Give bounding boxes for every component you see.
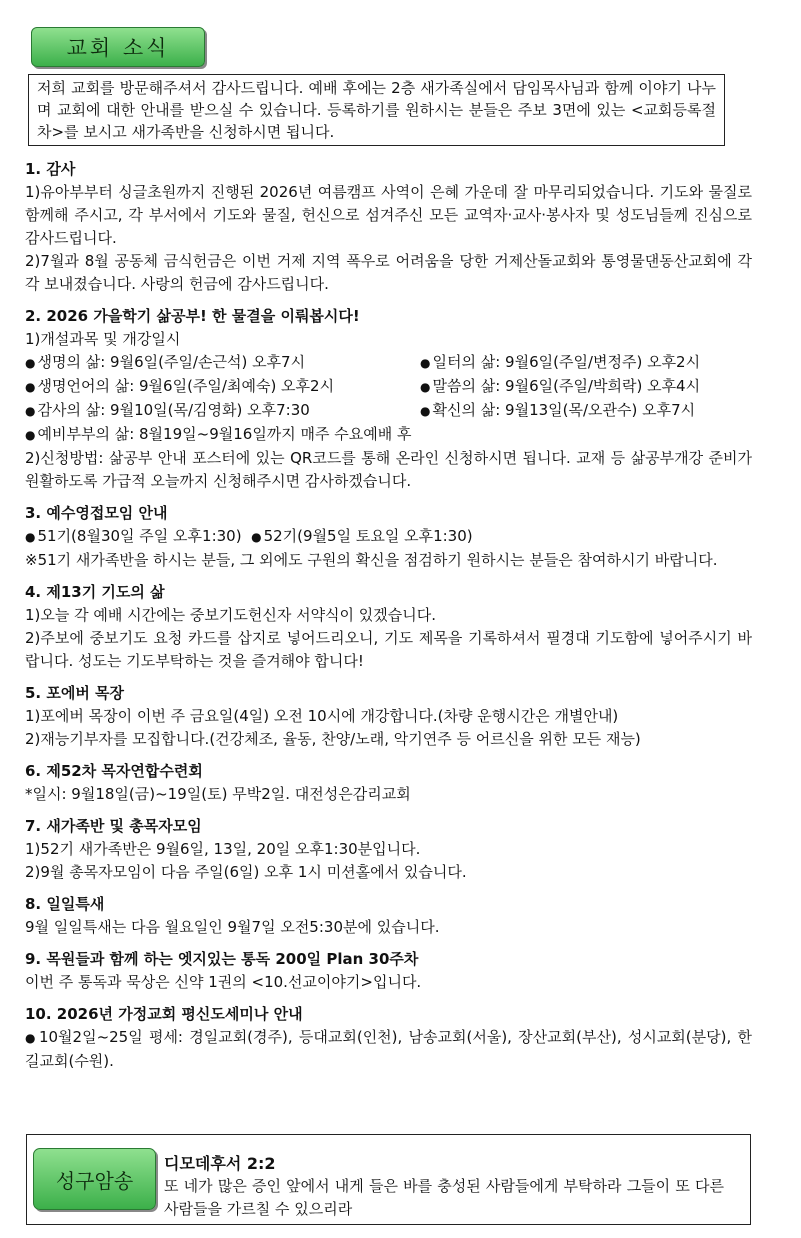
verse-text: 또 네가 많은 증인 앞에서 내게 들은 바를 충성된 사람들에게 부탁하라 그들이 또 다른 사람들을 가르칠 수 있으리라 (164, 1177, 724, 1218)
section-forever (25, 682, 752, 751)
section-line: ● 10월2일~25일 평세: 경일교회(경주), 등대교회(인천), 남송교회(서울), 장산교회(부산), 성시교회(분당), 한길교회(수원). (25, 1026, 752, 1073)
section-daily-dawn (25, 893, 752, 939)
session-item: ● 52기(9월5일 토요일 오후1:30) (251, 527, 473, 545)
course-item: ● 생명의 삶: 9월6일(주일/손근석) 오후7시 (25, 351, 420, 375)
section-life-study (25, 305, 752, 493)
section-line: 1)유아부부터 싱글초원까지 진행된 2026년 여름캠프 사역이 은혜 가운데 잘 마무리되었습니다. 기도와 물질로 함께해 주시고, 각 부서에서 기도와 물질, 헌신으로 섬겨주신 모든 교역자·교사·봉사자 및 성도님들께 진심으로 감사드립니다. (25, 183, 752, 247)
section-line: *일시: 9월18일(금)~19일(토) 무박2일. 대전성은감리교회 (25, 785, 411, 803)
section-line: 1)포에버 목장이 이번 주 금요일(4일) 오전 10시에 개강합니다.(차량 운행시간은 개별안내) (25, 707, 619, 725)
page-title: 교회 소식 (31, 27, 205, 67)
section-title: 8. 일일특새 (25, 895, 105, 913)
course-item: ● 일터의 삶: 9월6일(주일/변정주) 오후2시 (420, 351, 752, 375)
course-item: ● 생명언어의 삶: 9월6일(주일/최예숙) 오후2시 (25, 375, 420, 399)
section-line: 이번 주 통독과 묵상은 신약 1권의 <10.선교이야기>입니다. (25, 973, 422, 991)
section-thanks (25, 158, 752, 296)
course-item: ● 말씀의 삶: 9월6일(주일/박희락) 오후4시 (420, 375, 752, 399)
course-item: ● 예비부부의 삶: 8월19일~9월16일까지 매주 수요예배 후 (25, 423, 752, 447)
section-title: 1. 감사 (25, 160, 76, 178)
notice-list (25, 158, 752, 1082)
section-prayer (25, 581, 752, 673)
section-reading (25, 948, 752, 994)
verse-box (26, 1134, 751, 1225)
section-line: 2)9월 총목자모임이 다음 주일(6일) 오후 1시 미션홀에서 있습니다. (25, 863, 467, 881)
section-title: 7. 새가족반 및 총목자모임 (25, 817, 202, 835)
section-line: 1)오늘 각 예배 시간에는 중보기도헌신자 서약식이 있겠습니다. (25, 606, 437, 624)
session-row (25, 525, 752, 549)
section-title: 3. 예수영접모임 안내 (25, 504, 168, 522)
section-seminar (25, 1003, 752, 1073)
verse-reference: 디모데후서 2:2 (164, 1154, 276, 1173)
section-title: 5. 포에버 목장 (25, 684, 125, 702)
section-line: ※51기 새가족반을 하시는 분들, 그 외에도 구원의 확신을 점검하기 원하시는 분들은 참여하시기 바랍니다. (25, 551, 718, 569)
session-item: ● 51기(8월30일 주일 오후1:30) (25, 527, 242, 545)
section-line: 9월 일일특새는 다음 월요일인 9월7일 오전5:30분에 있습니다. (25, 918, 440, 936)
section-retreat (25, 760, 752, 806)
section-title: 9. 목원들과 함께 하는 엣지있는 통독 200일 Plan 30주차 (25, 950, 419, 968)
section-welcome-meeting (25, 502, 752, 572)
section-line: 1)개설과목 및 개강일시 (25, 330, 181, 348)
section-title: 2. 2026 가을학기 삶공부! 한 물결을 이뤄봅시다! (25, 307, 360, 325)
course-item: ● 확신의 삶: 9월13일(목/오관수) 오후7시 (420, 399, 752, 423)
section-line: 2)신청방법: 삶공부 안내 포스터에 있는 QR코드를 통해 온라인 신청하시면 됩니다. 교재 등 삶공부개강 준비가 원활하도록 가급적 오늘까지 신청해주시면 감사하겠습니다. (25, 449, 752, 490)
course-item: ● 감사의 삶: 9월10일(목/김영화) 오후7:30 (25, 399, 420, 423)
section-line: 2)7월과 8월 공동체 금식헌금은 이번 거제 지역 폭우로 어려움을 당한 거제산돌교회와 통영물댄동산교회에 각각 보내졌습니다. 사랑의 헌금에 감사드립니다. (25, 252, 752, 293)
intro-box: 저희 교회를 방문해주셔서 감사드립니다. 예배 후에는 2층 새가족실에서 담임목사님과 함께 이야기 나누며 교회에 대한 안내를 받으실 수 있습니다. 등록하기를 원하시는 분들은 주보 3면에 있는 <교회등록절차>를 보시고 새가족반을 신청하시면 됩니다. (28, 74, 725, 146)
section-line: 2)재능기부자를 모집합니다.(건강체조, 율동, 찬양/노래, 악기연주 등 어르신을 위한 모든 재능) (25, 730, 641, 748)
section-title: 4. 제13기 기도의 삶 (25, 583, 165, 601)
section-title: 6. 제52차 목자연합수련회 (25, 762, 203, 780)
verse-badge: 성구암송 (33, 1148, 156, 1210)
section-title: 10. 2026년 가정교회 평신도세미나 안내 (25, 1005, 303, 1023)
course-list (25, 351, 752, 423)
section-line: 1)52기 새가족반은 9월6일, 13일, 20일 오후1:30분입니다. (25, 840, 421, 858)
section-line: 2)주보에 중보기도 요청 카드를 삽지로 넣어드리오니, 기도 제목을 기록하셔서 필경대 기도함에 넣어주시기 바랍니다. 성도는 기도부탁하는 것을 즐겨해야 합니다! (25, 629, 752, 670)
section-new-family (25, 815, 752, 884)
